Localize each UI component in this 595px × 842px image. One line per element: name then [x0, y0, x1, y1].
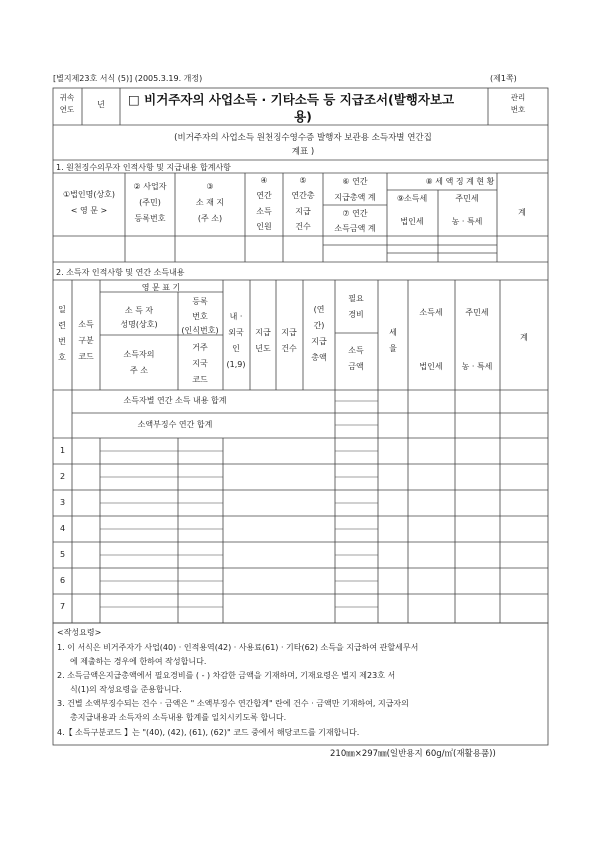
- col-serial-1: 일: [58, 305, 66, 314]
- col-pay-total-1: (연: [313, 305, 325, 314]
- row-number: 5: [60, 550, 66, 559]
- sum-row-earners: 소득자별 연간 소득 내용 합계: [123, 396, 227, 405]
- subtitle: (비거주자의 사업소득 원천징수영수증 발행자 보관용 소득자별 연간집: [174, 133, 432, 143]
- col-tax1: 소득세: [419, 308, 443, 317]
- form-id: [별지제23호 서식 (5)] (2005.3.19. 개정): [53, 74, 203, 83]
- mgmt-label-1: 관리: [510, 93, 526, 102]
- col-count-4: 건수: [295, 222, 311, 231]
- col-persons-2: 연간: [256, 191, 272, 200]
- col-total-2: 지급총액 계: [334, 193, 376, 202]
- row-number: 6: [60, 576, 66, 585]
- col-tax1b: 법인세: [419, 362, 443, 371]
- col-addr-1: ③: [206, 182, 214, 191]
- col-expense-2: 경비: [348, 310, 364, 319]
- col-foreign-2: 외국: [228, 328, 244, 337]
- col-total-3: ⑦ 연간: [342, 209, 368, 218]
- col-pay-count-2: 건수: [281, 344, 297, 353]
- instruction-line: 식(1)의 작성요령을 준용합니다.: [70, 685, 182, 694]
- instruction-line: 에 제출하는 경우에 한하여 작성합니다.: [70, 657, 207, 666]
- col-foreign-4: (1,9): [226, 360, 246, 369]
- instruction-line: 1. 이 서식은 비거주자가 사업(40) · 인적용역(42) · 사용료(61) · 기타(62) 소득을 지급하여 관할세무서: [57, 643, 419, 652]
- col-country-2: 지국: [192, 359, 208, 368]
- col-pay-total-3: 지급: [311, 337, 327, 346]
- col-total: 계: [520, 333, 528, 342]
- row-number: 7: [60, 602, 66, 611]
- page-number: (제1쪽): [490, 74, 517, 83]
- year-label-2: 연도: [59, 105, 75, 114]
- form-title: □ 비거주자의 사업소득 · 기타소득 등 지급조서(발행자보고: [128, 92, 455, 107]
- col-eng: 영 문 표 기: [141, 283, 181, 292]
- col-earner-2: 성명(상호): [120, 320, 158, 329]
- col-expense-1: 필요: [348, 294, 364, 303]
- sum-row-small: 소액부징수 연간 합계: [137, 420, 213, 429]
- col-code-3: 코드: [78, 352, 94, 361]
- col-corp-tax: ⑨소득세: [396, 194, 428, 203]
- section2-heading: 2. 소득자 인적사항 및 연간 소득내용: [56, 268, 185, 277]
- col-corp-name-eng: < 영 문 >: [70, 206, 108, 215]
- row-number: 3: [60, 498, 66, 507]
- col-count-1: ⑤: [299, 176, 307, 185]
- col-reg2-2: 번호: [192, 312, 208, 321]
- col-pay-total-2: 간): [313, 321, 325, 330]
- col-earner-addr-2: 주 소: [130, 366, 148, 375]
- col-rate-1: 세: [389, 328, 397, 337]
- col-total-4: 소득금액 계: [334, 224, 376, 233]
- col-tax-head: ⑧ 세 액 징 계 현 황: [425, 177, 495, 186]
- col-persons-3: 소득: [256, 207, 272, 216]
- col-country-3: 코드: [192, 375, 208, 384]
- col-pay-total-4: 총액: [311, 353, 327, 362]
- col-persons-1: ④: [260, 176, 268, 185]
- form-title-cont: 용): [294, 109, 312, 124]
- col-resident-tax: 주민세: [455, 194, 479, 203]
- col-serial-3: 번: [58, 337, 66, 346]
- col-total-1: ⑥ 연간: [342, 177, 368, 186]
- instruction-line: 3. 건별 소액부징수되는 건수 · 금액은 " 소액부징수 연간합계" 란에 건수 · 금액만 기재하여, 지급자의: [57, 699, 409, 708]
- col-count-3: 지급: [295, 207, 311, 216]
- col-income-1: 소득: [348, 346, 364, 355]
- col-code-1: 소득: [78, 320, 94, 329]
- col-pay-year-2: 년도: [255, 344, 271, 353]
- instructions-title: <작성요령>: [57, 628, 102, 637]
- col-earner-1: 소 득 자: [124, 306, 154, 315]
- year-label-1: 귀속: [59, 93, 75, 102]
- col-reg-3: 등록번호: [134, 214, 166, 223]
- col-pay-count-1: 지급: [281, 328, 297, 337]
- col-serial-4: 호: [58, 353, 66, 362]
- col-reg-1: ② 사업자: [133, 182, 167, 191]
- section1-heading: 1. 원천징수의무자 인적사항 및 지급내용 합계사항: [56, 163, 231, 172]
- col-resident-tax-2: 농 · 특세: [451, 217, 483, 226]
- col-pay-year-1: 지급: [255, 328, 271, 337]
- col-persons-4: 인원: [256, 222, 272, 231]
- col-reg2-3: (인식번호): [181, 326, 219, 335]
- col-corp-name: ①법인명(상호): [62, 190, 116, 199]
- paper-size-footer: 210㎜×297㎜(일반용지 60g/㎡(재활용품)): [330, 749, 496, 759]
- col-addr-2: 소 재 지: [195, 198, 225, 207]
- row-number: 4: [60, 524, 66, 533]
- col-foreign-1: 내 ·: [229, 312, 243, 321]
- col-country-1: 거주: [192, 343, 208, 352]
- col-addr-3: (주 소): [197, 214, 223, 223]
- mgmt-label-2: 번호: [510, 105, 526, 114]
- col-corp-tax-2: 법인세: [400, 217, 424, 226]
- instruction-line: 4.【 소득구분코드 】는 "(40), (42), (61), (62)" 코드 중에서 해당코드를 기재합니다.: [57, 728, 360, 737]
- col-sum: 계: [518, 208, 526, 217]
- row-number: 1: [60, 446, 66, 455]
- subtitle-cont: 계표 ): [291, 147, 315, 157]
- year-unit: 년: [97, 100, 105, 109]
- col-earner-addr-1: 소득자의: [123, 350, 155, 359]
- col-code-2: 구분: [78, 336, 94, 345]
- col-reg2-1: 등록: [192, 297, 208, 306]
- col-count-2: 연간총: [291, 191, 315, 200]
- col-income-2: 금액: [348, 362, 364, 371]
- col-tax2: 주민세: [465, 308, 489, 317]
- col-reg-2: (주민): [139, 198, 161, 207]
- instruction-line: 2. 소득금액은지급총액에서 필요경비를 ( - ) 차감한 금액을 기재하며, 기재요령은 별지 제23호 서: [57, 671, 396, 680]
- col-rate-2: 율: [389, 344, 397, 353]
- col-serial-2: 련: [58, 321, 66, 330]
- instruction-line: 총지급내용과 소득자의 소득내용 합계를 일치시키도록 합니다.: [70, 713, 287, 722]
- col-tax2b: 농 · 특세: [461, 362, 493, 371]
- col-foreign-3: 인: [232, 344, 240, 353]
- row-number: 2: [60, 472, 66, 481]
